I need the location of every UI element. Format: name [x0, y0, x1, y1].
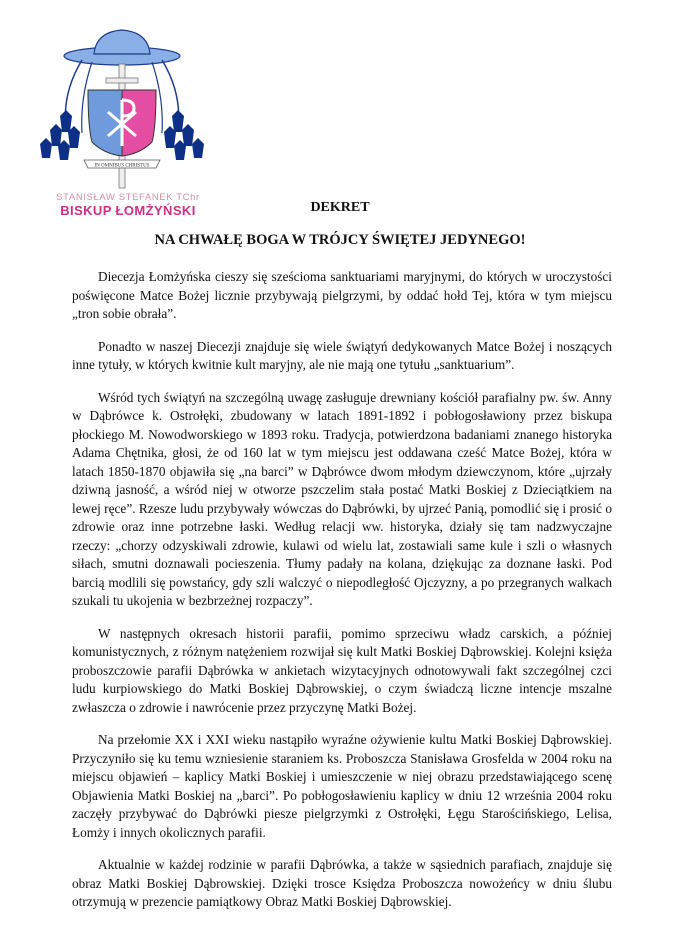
paragraph: Diecezja Łomżyńska cieszy się sześcioma sanktuariami maryjnymi, do których w uroczystości poświęcone Matce Bożej licznie przybywają pielgrzymi, by oddać hołd Tej, która w tym miejscu „tron sobie obrała”. — [72, 269, 612, 321]
motto-text: IN OMNIBUS CHRISTUS — [94, 163, 150, 169]
paragraph: W następnych okresach historii parafii, pomimo sprzeciwu władz carskich, a później komunistycznych, z różnym natężeniem rozwijał się kult Matki Boskiej Dąbrowskiej. Kolejni księża proboszczowie parafii Dąbrówka w ankietach wizytacyjnych odnotowywali fakt szczególnej czci ludu kurpiowskiego do Matki Boskiej Dąbrowskiej, o czym świadczą liczne intencje mszalne zwłaszcza o zdrowie i nawrócenie przez przyczynę Matki Bożej. — [72, 625, 612, 715]
paragraph: Wśród tych świątyń na szczególną uwagę zasługuje drewniany kościół parafialny pw. św. Anny w Dąbrówce k. Ostrołęki, zbudowany w latach 1891-1892 i pobłogosławiony przez biskupa płockiego M. Nowodworskiego w 1893 roku. Tradycja, potwierdzona badaniami znanego historyka Adama Chętnika, głosi, że od 160 lat w tym miejscu jest oddawana cześć Matce Bożej, która w latach 1850-1870 objawiła się „na barci” w Dąbrówce dwom młodym dziewczynom, które „ujrzały dziwną jasność, a wśród niej w otworze pszczelim stała postać Matki Boskiej z Dzieciątkiem na lewej ręce”. Rzesze ludu przybywały wówczas do Dąbrówki, by ujrzeć Panią, pomodlić się i prosić o zdrowie oraz inne potrzebne łaski. Według relacji ww. historyka, działy się tam nadzwyczajne rzeczy: „chorzy odzyskiwali zdrowie, kulawi od wielu lat, zostawiali same kule i szli o własnych siłach, smutni doznawali pocieszenia. Tłumy padały na kolana, dziękując za doznane łaski. Pod barcią modlili się powstańcy, gdy szli walczyć o niepodległość Ojczyzny, a po przegranych walkach szukali tu ukojenia w bezbrzeżnej rozpaczy”. — [72, 389, 612, 608]
paragraph: Aktualnie w każdej rodzinie w parafii Dąbrówka, a także w sąsiednich parafiach, znajduje się obraz Matki Boskiej Dąbrowskiej. Dzięki trosce Księdza Proboszcza nowożeńcy w dniu ślubu otrzymują w prezencie pamiątkowy Obraz Matki Boskiej Dąbrowskiej. — [72, 857, 612, 909]
coat-of-arms — [22, 8, 222, 198]
document-body — [72, 268, 612, 926]
issuer-title: BISKUP ŁOMŻYŃSKI — [60, 203, 196, 218]
issuer-name: STANISŁAW STEFANEK TChr — [56, 192, 200, 203]
paragraph: Ponadto w naszej Diecezji znajduje się wiele świątyń dedykowanych Matce Bożej i noszących inne tytuły, w których kwitnie kult maryjny, ale nie mają one tytułu „sanktuarium”. — [72, 338, 612, 372]
document-title: DEKRET — [310, 200, 370, 215]
document-subtitle: NA CHWAŁĘ BOGA W TRÓJCY ŚWIĘTEJ JEDYNEGO! — [154, 232, 526, 248]
paragraph: Na przełomie XX i XXI wieku nastąpiło wyraźne ożywienie kultu Matki Boskiej Dąbrowskiej. Przyczyniło się ku temu wzniesienie staraniem ks. Proboszcza Stanisława Grosfelda w 2004 roku na miejscu objawień – kaplicy Matki Boskiej i umieszczenie w niej obrazu przedstawiającego scenę Objawienia Matki Boskiej na „barci”. Po pobłogosławieniu kaplicy w dniu 12 września 2004 roku zaczęły przybywać do Dąbrówki piesze pielgrzymki z Ostrołęki, Łęgu Starościńskiego, Lelisa, Łomży i innych okolicznych parafii. — [72, 732, 612, 840]
